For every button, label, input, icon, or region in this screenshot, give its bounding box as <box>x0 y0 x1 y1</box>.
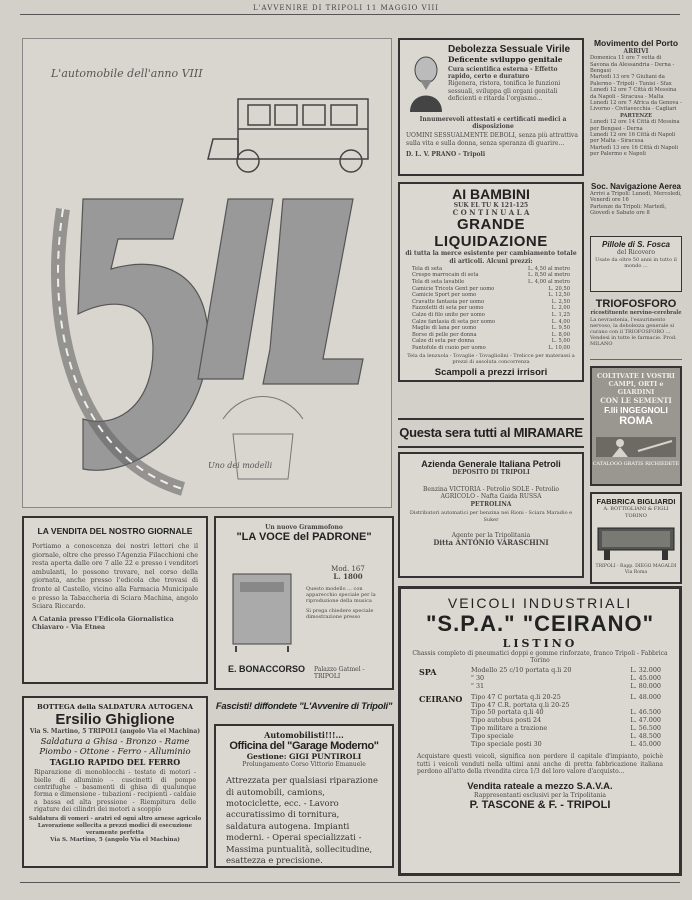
giornale-body: Portiamo a conoscenza dei nostri lettori che il giornale, oltre che presso l'Agenzia Filacchioni che resta aperta dalle ore 7 alle 22 e presso i venditori ambulanti, lo possono trovare, nel corso della giornata, anche presso l'edicola che trovasi di fronte al Castello, vicino alla Farmacia Municipale e presso la Tabaccheria di Sciara Machina, angolo Sciara Riccardo. <box>32 542 198 611</box>
ghiglione-footer2: Lavorazione sollecita a prezzi modici di esecuzione veramente perfetta <box>37 822 193 837</box>
sementi-line2: CAMPI, ORTI e GIARDINI <box>608 380 664 396</box>
sementi-line1: COLTIVATE I VOSTRI <box>597 372 675 380</box>
health-title: Debolezza Sessuale Virile <box>448 44 571 55</box>
port-line: Lunedì 12 ore 7 Africa da Genova - Livorno - Civitavecchia - Cagliari <box>590 100 682 113</box>
bambini-cta: Scampoli a prezzi irrisori <box>434 366 548 378</box>
price-row <box>471 741 661 749</box>
bigliardi-title: FABBRICA BIGLIARDI <box>596 497 676 506</box>
port-movement <box>590 38 682 178</box>
ceirano-title: VEICOLI INDUSTRIALI <box>447 595 633 611</box>
price-value: L. 47.000 <box>630 716 661 725</box>
price-row <box>412 305 570 312</box>
port-lines <box>590 55 682 158</box>
price-item: Cravatte fantasia per uomo <box>412 298 485 305</box>
port-line: PARTENZE <box>619 112 653 119</box>
ceirano-body: Acquistare questi veicoli, significa non perdere il capitale d'impianto, poichè tutti i veicoli venduti nella ultimi anni anche di pretta fabbricazione italiana perdono all'atto della rivendita circa 1/3 del loro valore d'acquisto... <box>417 753 663 775</box>
price-item: Tipo autobus posti 24 <box>471 716 542 725</box>
price-value: L. 45.000 <box>630 674 661 683</box>
spa-label: SPA <box>419 667 437 678</box>
petroli-line3: PETROLINA <box>470 500 512 508</box>
fascisti-banner <box>212 696 396 720</box>
price-value: L. 9,50 <box>551 325 570 332</box>
bambini-headline: GRANDE LIQUIDAZIONE <box>434 216 548 251</box>
car-drawing <box>208 99 368 172</box>
price-item: Pantofole di cuoio per uomo <box>412 344 486 351</box>
price-row <box>412 279 570 286</box>
price-item: Camicie Tricots Gent per uomo <box>412 285 495 292</box>
bambini-footer-note: Tela da lenzuola - Tovaglie - Tovagliolini - Trelicce per materassi a prezzi di assoluta concorrenza <box>407 352 575 365</box>
price-row <box>412 345 570 352</box>
ceirano-intro: Chassis completo di pneumatici doppi e gomme rinforzate, franco Tripoli - Fabbrica Torino <box>412 650 668 665</box>
man-portrait <box>406 52 446 112</box>
bigliardi-brand: A. BOTTIGLIANI & FIGLI <box>603 506 669 512</box>
price-row <box>412 299 570 306</box>
health-body2: UOMINI SESSUALMENTE DEBOLI, senza più attrattiva sulla vita e sulla donna, senza speranza di guarire... <box>406 132 578 147</box>
port-line: Lunedì 12 ore 7 Città di Messina da Napoli - Siracusa - Malta <box>590 87 677 100</box>
spa-rows <box>471 667 661 690</box>
bottom-rule <box>20 882 680 883</box>
ghiglione-advertisement <box>22 696 208 868</box>
sementi-brand: F.lli INGEGNOLI <box>604 405 668 415</box>
price-value: L. 48.000 <box>630 692 661 701</box>
price-item: Tipo speciale <box>471 731 514 740</box>
masthead: L'AVVENIRE DI TRIPOLI 11 MAGGIO VIII <box>252 4 439 12</box>
air-line: Partenze da Tripoli: Martedì, Giovedì e Sabato ore 8 <box>590 203 667 217</box>
port-line: Domenica 11 ore 7 vetta di Savona da Alessandria - Derna - Bengasi <box>590 55 675 75</box>
car-advertisement <box>22 38 392 508</box>
ceirano-rows <box>471 694 661 749</box>
gramophone-body: Questo modello ... con apparecchio speciale per la riproduzione della musica <box>306 586 376 605</box>
bambini-items <box>400 265 582 353</box>
gramophone-cta: Si prega chiedere speciale dimostrazione presso <box>306 608 374 621</box>
price-item: Fazzoletti di seta per uomo <box>412 305 484 312</box>
pillole-body: Usate da oltre 50 anni in tutto il mondo ... <box>595 257 677 270</box>
port-line: Martedì 13 ore 7 Giuliani da Palermo - Tripoli - Tunisi - Sfax <box>590 74 672 87</box>
ceirano-rep: Rappresentanti esclusivi per la Tripolitania <box>474 791 606 799</box>
price-row <box>412 286 570 293</box>
garage-body: Attrezzata per qualsiasi riparazione di automobili, camions, motociclette, ecc. - Lavoro accuratissimo di tornitura, saldatura autogena. Impianti moderni. - Operai specializzati - Massima puntualità, sollecitudine, esattezza e precisione. <box>226 775 378 866</box>
price-value: L. 48.500 <box>630 731 661 740</box>
price-row <box>412 272 570 279</box>
garage-addr: Prolungamento Corso Vittorio Emanuele <box>242 761 366 768</box>
garage-manager: Gestione: GIGI PUNTIROLI <box>246 752 362 761</box>
price-value: L. 10,00 <box>548 344 570 351</box>
triofosforo-subtitle: ricostituente nervino-cerebrale <box>590 310 682 316</box>
price-row <box>412 319 570 326</box>
price-item: Tipo 47 C portata q.li 20-25 <box>471 692 561 701</box>
giornale-title: LA VENDITA DEL NOSTRO GIORNALE <box>37 526 193 536</box>
sementi-advertisement <box>590 366 682 486</box>
ghiglione-footer3: Via S. Martino, 5 (angolo Via el Machina) <box>50 837 180 844</box>
petroli-subtitle: DEPOSITO DI TRIPOLI <box>452 469 530 476</box>
giornale-catania: A Catania presso l'Edicola Giornalistica Chiavaro - Via Etnea <box>32 614 174 631</box>
ceirano-brand: "S.P.A." "CEIRANO" <box>425 611 655 636</box>
car-ad-signature: Uno dei modelli <box>208 461 273 470</box>
fascisti-text: Fascisti! diffondete "L'Avvenire di Tripoli" <box>215 701 393 712</box>
gramophone-advertisement <box>214 516 394 690</box>
price-row <box>412 338 570 345</box>
petroli-agent: Ditta ANTONIO VARASCHINI <box>433 538 549 548</box>
top-rule <box>20 14 680 15</box>
price-value: L. 32.000 <box>630 666 661 675</box>
petroli-agent-label: Agente per la Tripolitania <box>451 532 531 540</box>
petroli-line4: Distributori automatici per benzina nei Rioni - Sciara Maradio e Suker <box>409 509 573 524</box>
price-value: L. 2,50 <box>551 298 570 305</box>
price-value: L. 20,50 <box>548 285 570 292</box>
ghiglione-footer1: Saldatura di vomeri - aratri ed ogni altro arnese agricolo <box>28 815 202 822</box>
bambini-address: SUK EL TU K 121-125 <box>453 202 529 209</box>
liquidation-advertisement <box>398 182 584 382</box>
price-value: L. 80.000 <box>630 682 661 690</box>
price-item: Camicie Sport per uomo <box>412 292 477 299</box>
ghiglione-line3: TAGLIO RAPIDO DEL FERRO <box>49 757 181 768</box>
ghiglione-line1: Saldatura a Ghisa - Bronzo - Rame <box>40 737 190 748</box>
price-value: L. 1,25 <box>551 311 570 318</box>
petroli-line1: Benzina VICTORIA - Petrolio SOLE - Petrolio <box>423 486 559 494</box>
ghiglione-title: BOTTEGA della SALDATURA AUTOGENA <box>37 703 193 711</box>
pillole-subtitle: del Ricovero <box>616 249 656 256</box>
price-item: Calze di filo unite per uomo <box>412 311 485 318</box>
bigliardi-advertisement <box>590 492 682 584</box>
price-row <box>412 266 570 273</box>
price-value: L. 45.000 <box>630 739 661 748</box>
health-advertisement <box>398 38 584 176</box>
price-value: L. 4,50 al metro <box>527 265 570 272</box>
price-item: Modello 25 c/10 portata q.li 20 <box>471 666 572 675</box>
price-row <box>412 332 570 339</box>
port-line: Lunedì 12 ore 16 Città di Napoli per Malta - Siracusa <box>590 132 676 145</box>
miramare-banner <box>398 418 584 448</box>
garage-advertisement <box>214 724 394 868</box>
pillole-advertisement <box>590 236 682 292</box>
numeral-514 <box>78 199 363 470</box>
bigliardi-footer: TRIPOLI - Rapp. DIEGO MAGALDI Via Roma <box>595 564 677 575</box>
sementi-line3: CON LE SEMENTI <box>600 396 672 405</box>
triofosforo-advertisement <box>590 298 682 360</box>
bambini-intro: di tutta la merce esistente per cambiamento totale di articoli. Alcuni prezzi: <box>405 250 577 265</box>
ceirano-sale: Vendita rateale a mezzo S.A.V.A. <box>467 780 613 792</box>
farmer-icon <box>592 429 680 459</box>
gramophone-title: "LA VOCE del PADRONE" <box>236 531 372 544</box>
ceirano-label: CEIRANO <box>419 693 463 704</box>
price-value: L. 12,50 <box>548 292 570 299</box>
bigliardi-city: TORINO <box>625 513 647 520</box>
ceirano-rep-name: P. TASCONE & F. - TRIPOLI <box>469 799 611 812</box>
gramophone-pre: Un nuovo Grammofono <box>265 524 343 531</box>
sementi-city: ROMA <box>619 415 653 427</box>
air-title: Soc. Navigazione Aerea <box>591 182 681 191</box>
price-row <box>471 683 661 691</box>
health-headline2: Innumerevoli attestati e certificati medici a disposizione <box>419 116 567 131</box>
triofosforo-title: TRIOFOSFORO <box>595 298 677 310</box>
port-line: Martedì 13 ore 16 Città di Napoli per Palermo e Napoli <box>590 144 679 158</box>
price-item: Tela di seta lavabile <box>412 279 465 285</box>
price-value: L. 2,00 <box>551 305 570 312</box>
price-row <box>412 292 570 299</box>
petroli-advertisement <box>398 452 584 578</box>
gramophone-model: Mod. 167 <box>331 565 365 573</box>
price-value: L. 46.500 <box>630 708 661 717</box>
price-item: " 31 <box>471 682 485 690</box>
ghiglione-line2: Piombo - Ottone - Ferro - Alluminio <box>39 747 191 758</box>
health-body: Rigenera, ristora, tonifica le funzioni sessuali, sviluppa gli organi genitali deficienti e ritarda l'orgasmo... <box>448 80 561 102</box>
billiard-table-icon <box>592 522 680 562</box>
air-line: Arrivi a Tripoli: Lunedì, Mercoledì, Venerdì ore 16 <box>590 191 682 204</box>
gramophone-price: L. 1800 <box>333 572 363 582</box>
miramare-text: Questa sera tutti al MIRAMARE <box>399 425 583 440</box>
gramophone-dealer: E. BONACCORSO <box>228 664 306 674</box>
price-item: Tipo 47 C.R. portata q.li 20-25 <box>471 700 570 709</box>
air-navigation <box>590 182 682 232</box>
petroli-title: Azienda Generale Italiana Petroli <box>421 459 561 469</box>
bambini-title: AI BAMBINI <box>452 186 530 202</box>
health-footer: D. L. V. PRANO - Tripoli <box>406 150 486 158</box>
ceirano-advertisement <box>398 586 682 876</box>
price-row <box>412 325 570 332</box>
price-value: L. 56.500 <box>630 723 661 732</box>
bambini-pre: C O N T I N U A L A <box>452 208 530 218</box>
port-title: Movimento del Porto <box>593 38 679 48</box>
sementi-footer: CATALOGO GRATIS RICHIEDETE <box>592 461 680 467</box>
price-item: Tipo militare a trazione <box>471 723 548 732</box>
newspaper-sale-notice <box>22 516 208 684</box>
price-item: Borse di pelle per donna <box>412 331 477 338</box>
price-item: Crespo marrocain di seta <box>412 272 479 279</box>
gramophone-dealer-addr: Palazzo Gatmel - TRIPOLI <box>314 666 365 681</box>
price-row <box>412 312 570 319</box>
ghiglione-addr: Via S. Martino, 5 TRIPOLI (angolo Via el Machina) <box>29 728 201 735</box>
price-item: Maglie di lana per uomo <box>412 325 477 332</box>
price-value: L. 4,00 <box>551 318 570 325</box>
ceirano-listino: LISTINO <box>502 637 578 650</box>
price-value: L. 5,00 <box>551 338 570 345</box>
health-tagline: Cura scientifica esterna - Effetto rapido, certo e duraturo <box>448 66 558 81</box>
price-item: Tipo 50 portata q.li 40 <box>471 708 544 717</box>
gramophone-icon <box>228 564 298 654</box>
price-item: Calze di seta per donna <box>412 338 475 345</box>
price-value: L. 8,00 <box>551 331 570 338</box>
pillole-title: Pillole di S. Fosca <box>601 240 671 249</box>
garage-title: Officina del "Garage Moderno" <box>229 740 379 752</box>
triofosforo-body: La nevrastenia, l'esaurimento nervoso, la debolezza generale si curano con il TRIOFOSFORO ... Vendesi in tutte le farmacie. Prod. MILANO <box>590 317 677 348</box>
ghiglione-name: Ersilio Ghiglione <box>55 711 175 728</box>
price-item: " 30 <box>471 674 485 683</box>
price-value: L. 4,00 al metro <box>527 279 570 285</box>
price-item: Calze fantasia di seta per uomo <box>412 318 495 325</box>
health-subtitle: Deficente sviluppo genitale <box>448 55 563 64</box>
port-subtitle: ARRIVI <box>623 48 649 55</box>
price-item: Tela di seta <box>412 265 443 272</box>
car-ad-caption: L'automobile dell'anno VIII <box>51 67 203 80</box>
port-line: Lunedì 12 ore 14 Città di Messina per Bengasi - Derna <box>590 119 680 132</box>
price-value: L. 8,50 al metro <box>527 272 570 279</box>
car-illustration <box>23 39 392 508</box>
price-item: Tipo speciale posti 30 <box>471 739 542 748</box>
petroli-line2: AGRICOLO - Nafta Gaida RUSSA <box>440 493 542 501</box>
garage-pre: Automobilisti!!!... <box>264 730 344 740</box>
ghiglione-body: Riparazione di monoblocchi - testate di motori - bielle di alluminio - cuscinetti di pompe centrifughe - basamenti di ghisa di qualunque forma e dimensione - tubazioni - recipienti - caldaie a bassa ed alta pressione - Riempitura delle rigature dei cilindri dei motori a scoppio <box>34 769 196 814</box>
